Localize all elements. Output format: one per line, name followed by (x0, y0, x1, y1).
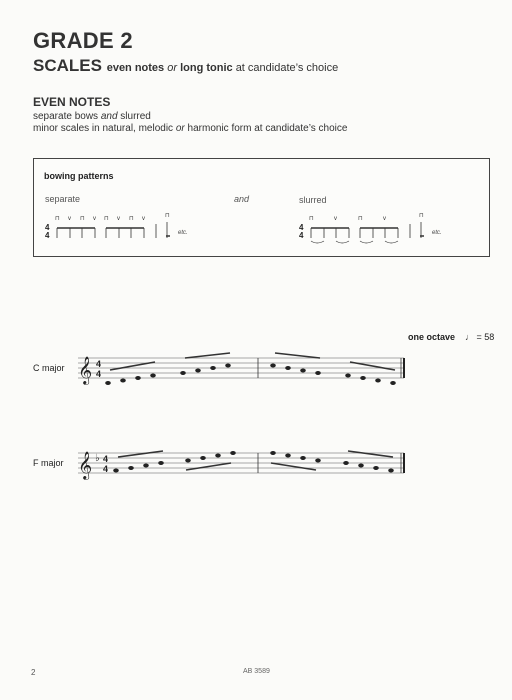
time-sig-top: 4 (299, 223, 304, 232)
scales-heading: SCALES (33, 56, 102, 75)
range-label: one octave (408, 332, 456, 342)
instruction-or: or (175, 123, 185, 134)
svg-text:⊓: ⊓ (80, 216, 85, 222)
svg-text:⊓: ⊓ (129, 216, 134, 222)
c-major-staff (78, 350, 408, 390)
flat-icon: ♭ (95, 453, 100, 464)
beams (118, 451, 393, 470)
scale-label-c-major: C major (33, 363, 65, 373)
svg-text:v: v (142, 216, 145, 222)
tempo-marking (465, 332, 494, 342)
section-title (33, 56, 338, 76)
subtitle-or: or (167, 62, 178, 74)
scale-label-f-major: F major (33, 458, 64, 468)
bow-marks (309, 213, 424, 222)
label-separate: separate (45, 194, 81, 204)
etc-label: etc. (432, 230, 442, 236)
time-sig-bottom: 4 (45, 231, 50, 240)
time-sig-bottom: 4 (103, 464, 109, 474)
svg-text:⊓: ⊓ (309, 216, 314, 222)
separate-bowing-pattern (44, 210, 204, 244)
label-and: and (234, 194, 250, 204)
f-major-staff (78, 445, 408, 485)
tempo-value: = 58 (476, 332, 495, 342)
svg-text:⊓: ⊓ (55, 216, 60, 222)
noteheads (113, 451, 394, 473)
instruction-text: harmonic form at candidate’s choice (187, 123, 348, 134)
treble-clef-icon: 𝄞 (78, 451, 93, 479)
time-sig-bottom: 4 (299, 231, 304, 240)
instruction-text: slurred (120, 111, 151, 122)
treble-clef-icon: 𝄞 (78, 356, 93, 384)
note-stems (57, 222, 167, 238)
bowing-patterns-title: bowing patterns (44, 171, 114, 181)
scales-subtitle (107, 62, 339, 74)
subtitle-rest: at candidate’s choice (235, 62, 339, 74)
svg-text:v: v (117, 216, 120, 222)
subtitle-long-tonic: long tonic (180, 62, 233, 74)
etc-label: etc. (178, 230, 188, 236)
publication-code: AB 3589 (243, 668, 270, 675)
page-number: 2 (31, 668, 36, 677)
even-notes-heading: EVEN NOTES (33, 95, 111, 109)
time-sig-top: 4 (96, 359, 102, 369)
instruction-text: separate bows (33, 111, 99, 122)
quarter-note-icon: ♩ (465, 332, 474, 342)
staff-lines (78, 358, 404, 378)
svg-text:v: v (334, 216, 337, 222)
instruction-line-2 (33, 123, 347, 134)
note-stems (311, 222, 421, 238)
beams (110, 353, 395, 370)
noteheads (105, 364, 396, 386)
slurs (311, 241, 398, 243)
time-sig-top: 4 (103, 454, 109, 464)
svg-text:⊓: ⊓ (165, 213, 170, 219)
instruction-line-1 (33, 111, 151, 122)
bow-marks (55, 213, 170, 222)
label-slurred: slurred (299, 195, 327, 205)
svg-text:v: v (93, 216, 96, 222)
svg-text:⊓: ⊓ (358, 216, 363, 222)
svg-text:v: v (383, 216, 386, 222)
time-sig-top: 4 (45, 223, 50, 232)
slurred-bowing-pattern (298, 210, 458, 244)
instruction-text: minor scales in natural, melodic (33, 123, 174, 134)
svg-text:⊓: ⊓ (104, 216, 109, 222)
time-sig-bottom: 4 (96, 369, 102, 379)
instruction-and: and (100, 111, 118, 122)
subtitle-even-notes: even notes (106, 62, 165, 74)
svg-text:v: v (68, 216, 71, 222)
page-title: GRADE 2 (33, 28, 133, 53)
svg-text:⊓: ⊓ (419, 213, 424, 219)
